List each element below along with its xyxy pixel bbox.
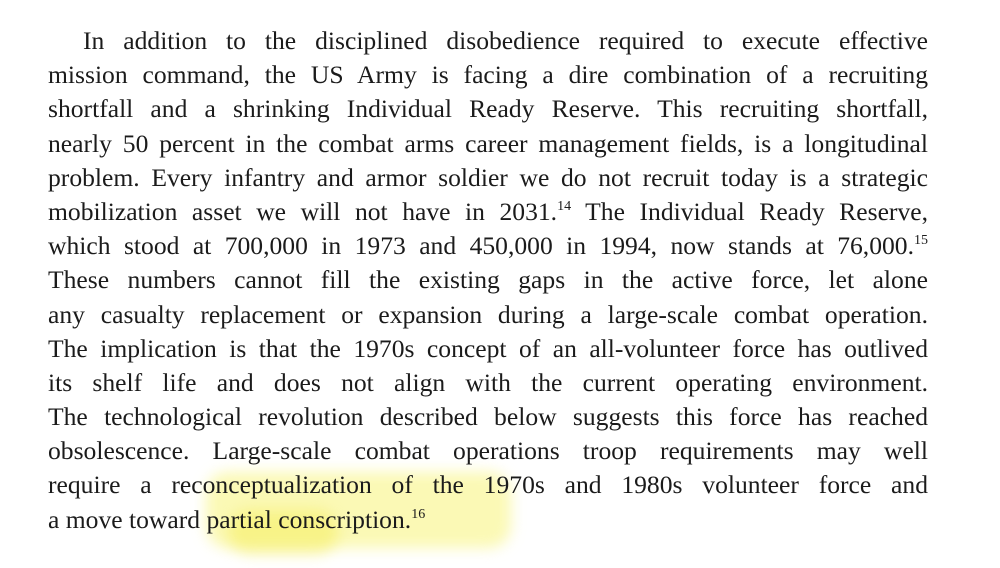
footnote-marker[interactable]: 15 xyxy=(914,233,928,249)
paragraph-line: These numbers cannot fill the existing gaps in the active force, let alone xyxy=(48,265,928,295)
paragraph-line: require a reconceptualization of the 1970s and 1980s volunteer force and xyxy=(48,470,928,500)
paragraph-line: The implication is that the 1970s concept of an all-volunteer force has outlived xyxy=(48,333,928,363)
paragraph-line: a move toward partial conscription.$^{16}$ xyxy=(48,504,426,534)
footnote-marker[interactable]: 16 xyxy=(411,506,426,522)
paragraph-line: mobilization asset we will not have in 2031.14 The Individual Ready Reserve, xyxy=(48,196,929,226)
paragraph-line: its shelf life and does not align with the current operating environment. xyxy=(48,367,928,397)
paragraph-line: In addition to the disciplined disobedience required to execute effective xyxy=(83,26,928,55)
paragraph-line: problem. Every infantry and armor soldier we do not recruit today is a strategic xyxy=(48,162,928,192)
footnote-marker[interactable]: 14 xyxy=(557,198,572,214)
paragraph-line: shortfall and a shrinking Individual Ready Reserve. This recruiting shortfall, xyxy=(48,94,928,124)
paragraph-line: which stood at 700,000 in 1973 and 450,000 in 1994, now stands at 76,000.15 xyxy=(48,231,928,261)
paragraph-line: mission command, the US Army is facing a dire combination of a recruiting xyxy=(48,60,928,90)
paragraph-line: any casualty replacement or expansion during a large-scale combat operation. xyxy=(48,299,928,329)
body-paragraph xyxy=(48,24,928,537)
paragraph-line: nearly 50 percent in the combat arms career management fields, is a longitudinal xyxy=(48,128,928,158)
paragraph-line: obsolescence. Large-scale combat operations troop requirements may well xyxy=(48,436,928,466)
paragraph-line: The technological revolution described below suggests this force has reached xyxy=(48,402,928,432)
